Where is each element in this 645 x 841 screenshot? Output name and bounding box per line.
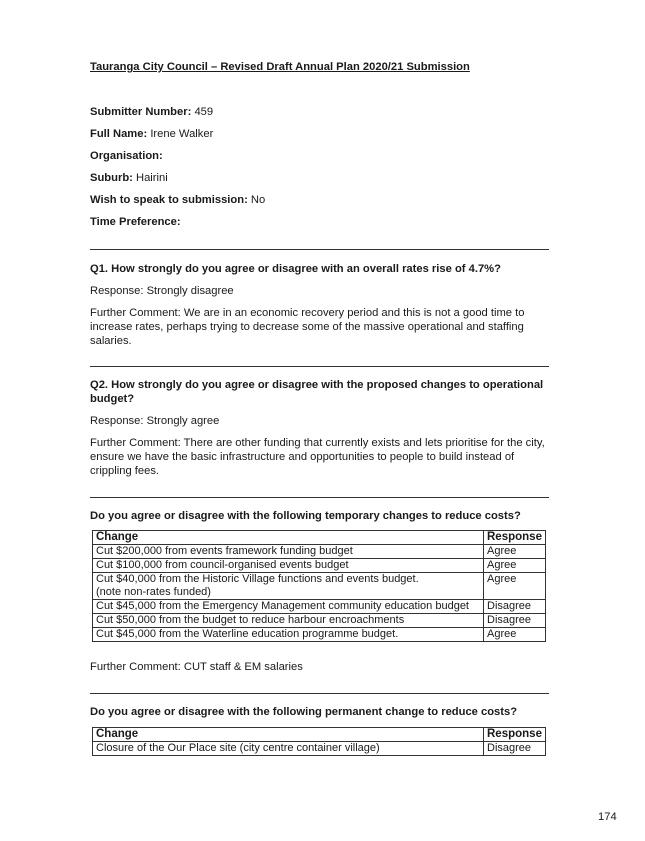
table-row (93, 573, 546, 600)
table-row (93, 545, 546, 559)
change-text: Cut $40,000 from the Historic Village functions and events budget. (96, 573, 419, 585)
change-cell (93, 573, 484, 600)
response-cell: Disagree (484, 600, 546, 614)
q2-question: Q2. How strongly do you agree or disagree with the proposed changes to operational budget? (90, 379, 544, 405)
change-cell: Cut $45,000 from the Waterline education programme budget. (93, 628, 484, 642)
table-row (93, 628, 546, 642)
q2-response: Response: Strongly agree (90, 415, 220, 427)
response-cell: Agree (484, 573, 546, 600)
full-name-value: Irene Walker (150, 128, 214, 140)
submitter-number-field (90, 106, 213, 118)
suburb-field (90, 172, 168, 184)
response-cell: Agree (484, 628, 546, 642)
q2-comment: Further Comment: There are other funding that currently exists and lets prioritise for the city, ensure we have the basic infrastructure and opportunities to people to build instead of crippling fees. (90, 437, 545, 477)
change-cell: Closure of the Our Place site (city centre container village) (93, 742, 484, 756)
response-cell: Agree (484, 559, 546, 573)
submitter-number-value: 459 (194, 106, 214, 118)
temporary-changes-table (92, 530, 546, 642)
table-row (93, 559, 546, 573)
organisation-field (90, 150, 163, 162)
column-header-change: Change (93, 531, 484, 545)
change-note: (note non-rates funded) (96, 586, 211, 598)
change-cell: Cut $200,000 from events framework funding budget (93, 545, 484, 559)
full-name-label: Full Name: (90, 128, 148, 140)
response-cell: Agree (484, 545, 546, 559)
column-header-change: Change (93, 728, 484, 742)
document-title: Tauranga City Council – Revised Draft Annual Plan 2020/21 Submission (90, 61, 470, 73)
permanent-change-table (92, 727, 546, 756)
speak-field (90, 194, 265, 206)
table-header-row (93, 728, 546, 742)
full-name-field (90, 128, 213, 140)
column-header-response: Response (484, 728, 546, 742)
change-cell: Cut $45,000 from the Emergency Management community education budget (93, 600, 484, 614)
suburb-label: Suburb: (90, 172, 133, 184)
change-cell: Cut $50,000 from the budget to reduce harbour encroachments (93, 614, 484, 628)
speak-label: Wish to speak to submission: (90, 194, 248, 206)
q1-question: Q1. How strongly do you agree or disagree with an overall rates rise of 4.7%? (90, 263, 501, 275)
suburb-value: Hairini (136, 172, 168, 184)
permanent-question: Do you agree or disagree with the following permanent change to reduce costs? (90, 706, 518, 718)
table-row (93, 600, 546, 614)
temporary-comment: Further Comment: CUT staff & EM salaries (90, 661, 303, 673)
temporary-question: Do you agree or disagree with the following temporary changes to reduce costs? (90, 510, 521, 522)
table-row (93, 614, 546, 628)
page-number: 174 (598, 811, 617, 823)
table-row (93, 742, 546, 756)
submitter-number-label: Submitter Number: (90, 106, 192, 118)
divider (90, 497, 549, 498)
response-cell: Disagree (484, 614, 546, 628)
divider (90, 693, 549, 694)
column-header-response: Response (484, 531, 546, 545)
divider (90, 249, 549, 250)
speak-value: No (250, 194, 266, 206)
change-cell: Cut $100,000 from council-organised events budget (93, 559, 484, 573)
q1-comment: Further Comment: We are in an economic recovery period and this is not a good time to increase rates, perhaps trying to decrease some of the massive operational and staffing salaries. (90, 307, 525, 347)
time-preference-field (90, 216, 181, 228)
organisation-label: Organisation: (90, 150, 163, 162)
table-header-row (93, 531, 546, 545)
divider (90, 366, 549, 367)
q1-response: Response: Strongly disagree (90, 285, 234, 297)
time-preference-label: Time Preference: (90, 216, 181, 228)
response-cell: Disagree (484, 742, 546, 756)
